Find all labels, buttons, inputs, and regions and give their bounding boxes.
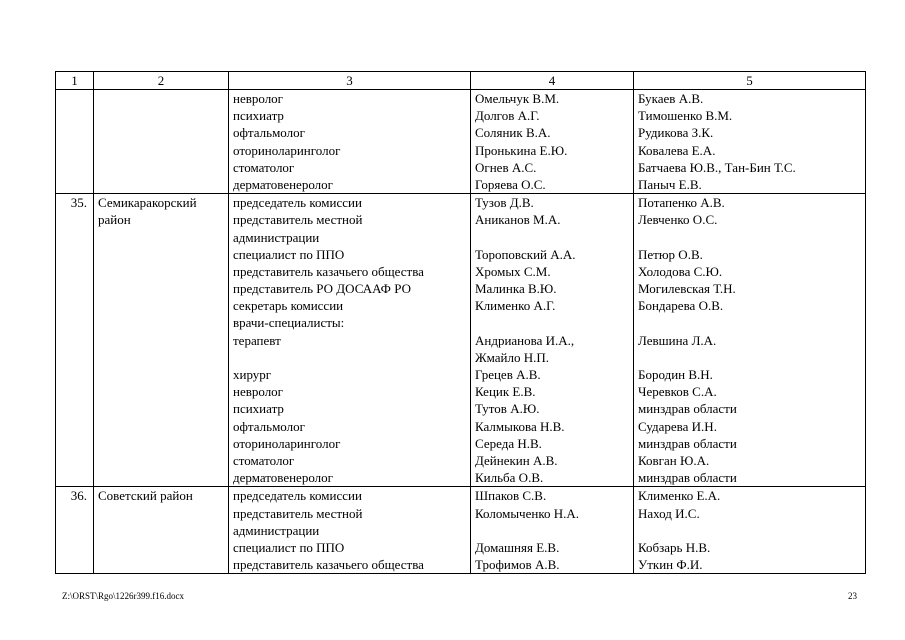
district-name: Советский район — [94, 487, 229, 574]
table-header-row — [56, 72, 866, 90]
member-name: Трофимов А.В. — [475, 557, 560, 573]
member-name: Андрианова И.А., — [475, 332, 575, 348]
header-cell-3: 3 — [229, 72, 471, 90]
member-name — [475, 314, 633, 331]
reserve-name — [638, 314, 865, 331]
reserves-cell — [634, 487, 866, 574]
reserve-name: Уткин Ф.И. — [638, 557, 703, 573]
commission-role: терапевт — [233, 332, 281, 348]
reserve-name: Тимошенко В.М. — [638, 108, 733, 124]
reserve-name: Ковалева Е.А. — [638, 142, 716, 158]
member-name: Омельчук В.М. — [475, 91, 560, 106]
commission-role: психиатр — [233, 401, 284, 417]
members-cell — [471, 90, 634, 194]
members-cell — [471, 194, 634, 487]
roles-cell — [229, 487, 471, 574]
reserve-name — [638, 229, 865, 246]
commission-role: специалист по ППО — [233, 539, 345, 555]
member-name: Соляник В.А. — [475, 125, 551, 141]
reserve-name: Могилевская Т.Н. — [638, 281, 736, 297]
reserve-name: Левченко О.С. — [638, 212, 718, 228]
reserve-name: Бородин В.Н. — [638, 367, 713, 382]
member-name — [475, 522, 633, 539]
commission-table-body — [56, 72, 866, 574]
reserve-name: Левшина Л.А. — [638, 332, 717, 348]
header-cell-2: 2 — [94, 72, 229, 90]
member-name: Тузов Д.В. — [475, 195, 534, 211]
reserve-name: Батчаева Ю.В., Тан-Бин Т.С. — [638, 159, 796, 175]
commission-role: специалист по ППО — [233, 246, 345, 262]
roles-cell — [229, 194, 471, 487]
commission-role: представитель казачьего общества — [233, 557, 424, 573]
reserve-name: Рудикова З.К. — [638, 125, 714, 141]
district-name — [94, 90, 229, 194]
commission-role: офтальмолог — [233, 125, 305, 141]
footer-file-path: Z:\ORST\Rgo\1226r399.f16.docx — [62, 591, 184, 601]
commission-role: дерматовенеролог — [233, 470, 333, 486]
commission-role — [233, 349, 470, 366]
reserve-name: Черевков С.А. — [638, 384, 717, 400]
commission-role: оториноларинголог — [233, 142, 341, 158]
members-cell — [471, 487, 634, 574]
reserve-name: Сударева И.Н. — [638, 418, 717, 434]
header-cell-4: 4 — [471, 72, 634, 90]
reserve-name: минздрав области — [638, 401, 737, 417]
commission-role: офтальмолог — [233, 418, 305, 434]
commission-role: председатель комиссии — [233, 195, 362, 211]
member-name: Клименко А.Г. — [475, 298, 556, 314]
member-name: Аниканов М.А. — [475, 212, 561, 228]
member-name: Долгов А.Г. — [475, 108, 540, 124]
reserve-name: Ковган Ю.А. — [638, 452, 710, 468]
reserve-name — [638, 522, 865, 539]
member-name: Жмайло Н.П. — [475, 349, 550, 365]
commission-role: стоматолог — [233, 452, 295, 468]
row-number: 36. — [56, 487, 94, 574]
member-name: Коломыченко Н.А. — [475, 505, 579, 521]
commission-role: врачи-специалисты: — [233, 315, 345, 331]
member-name: Пронькина Е.Ю. — [475, 142, 568, 158]
member-name: Кильба О.В. — [475, 470, 544, 486]
reserve-name: Кобзарь Н.В. — [638, 539, 711, 555]
reserves-cell — [634, 194, 866, 487]
commission-role: представитель казачьего общества — [233, 263, 424, 279]
table-row — [56, 90, 866, 194]
commission-role: стоматолог — [233, 159, 295, 175]
reserve-name: Бондарева О.В. — [638, 298, 724, 314]
member-name: Домашняя Е.В. — [475, 539, 560, 555]
commission-role: администрации — [233, 229, 320, 245]
commission-table — [55, 71, 866, 574]
reserve-name: Холодова С.Ю. — [638, 263, 723, 279]
reserve-name: Букаев А.В. — [638, 91, 704, 106]
commission-role: представитель местной — [233, 505, 363, 521]
commission-role: администрации — [233, 522, 320, 538]
commission-role: хирург — [233, 367, 272, 382]
roles-cell — [229, 90, 471, 194]
member-name: Кецик Е.В. — [475, 384, 536, 400]
table-row — [56, 194, 866, 487]
member-name: Грецев А.В. — [475, 367, 541, 382]
reserve-name: минздрав области — [638, 435, 737, 451]
reserve-name: минздрав области — [638, 470, 737, 486]
member-name — [475, 229, 633, 246]
commission-role: дерматовенеролог — [233, 176, 333, 192]
reserve-name: Паныч Е.В. — [638, 176, 702, 192]
member-name: Малинка В.Ю. — [475, 281, 557, 297]
row-number: 35. — [56, 194, 94, 487]
reserve-name: Клименко Е.А. — [638, 488, 721, 504]
member-name: Горяева О.С. — [475, 176, 546, 192]
reserve-name: Потапенко А.В. — [638, 195, 725, 211]
member-name: Дейнекин А.В. — [475, 452, 558, 468]
member-name: Огнев А.С. — [475, 159, 537, 175]
reserve-name: Наход И.С. — [638, 505, 700, 521]
commission-role: представитель местной — [233, 212, 363, 228]
member-name: Шпаков С.В. — [475, 488, 547, 504]
header-cell-1: 1 — [56, 72, 94, 90]
page-number: 23 — [848, 591, 857, 601]
member-name: Тороповский А.А. — [475, 246, 576, 262]
commission-role: председатель комиссии — [233, 488, 362, 504]
member-name: Тутов А.Ю. — [475, 401, 540, 417]
reserves-cell — [634, 90, 866, 194]
commission-role: невролог — [233, 91, 284, 106]
commission-role: невролог — [233, 384, 284, 400]
commission-role: секретарь комиссии — [233, 298, 344, 314]
commission-role: представитель РО ДОСААФ РО — [233, 281, 411, 297]
row-number — [56, 90, 94, 194]
commission-role: психиатр — [233, 108, 284, 124]
member-name: Середа Н.В. — [475, 435, 542, 451]
commission-role: оториноларинголог — [233, 435, 341, 451]
reserve-name: Петюр О.В. — [638, 246, 703, 262]
member-name: Калмыкова Н.В. — [475, 418, 565, 434]
reserve-name — [638, 349, 865, 366]
table-row — [56, 487, 866, 574]
district-name: Семикаракорский район — [94, 194, 229, 487]
member-name: Хромых С.М. — [475, 263, 551, 279]
header-cell-5: 5 — [634, 72, 866, 90]
